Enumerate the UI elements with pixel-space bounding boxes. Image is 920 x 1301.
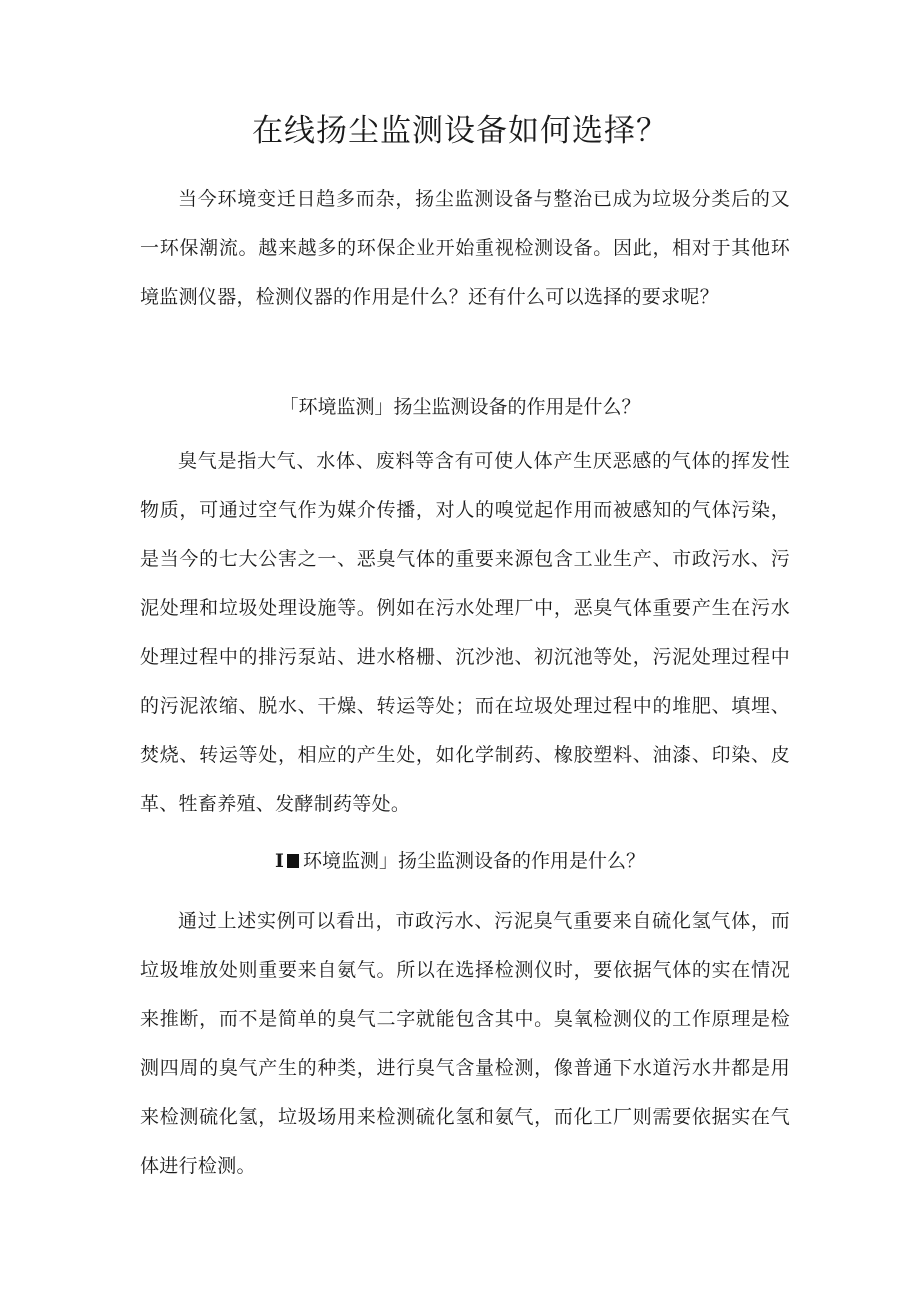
heading-prefix: I [275, 850, 284, 872]
section-heading-2-text: 环境监测」扬尘监测设备的作用是什么？ [302, 850, 645, 872]
section-1-paragraph: 臭气是指大气、水体、废料等含有可使人体产生厌恶感的气体的挥发性物质，可通过空气作为媒介传播，对人的嗅觉起作用而被感知的气体污染，是当今的七大公害之一、恶臭气体的重要来源包含工业生产、市政污水、污泥处理和垃圾处理设施等。例如在污水处理厂中，恶臭气体重要产生在污水处理过程中的排污泵站、进水格栅、沉沙池、初沉池等处，污泥处理过程中的污泥浓缩、脱水、干燥、转运等处；而在垃圾处理过程中的堆肥、填埋、焚烧、转运等处，相应的产生处，如化学制药、橡胶塑料、油漆、印染、皮革、牲畜养殖、发酵制药等处。 [140, 450, 790, 815]
section-heading-1: 「环境监测」扬尘监测设备的作用是什么？ [279, 396, 641, 418]
section-2-paragraph: 通过上述实例可以看出，市政污水、污泥臭气重要来自硫化氢气体，而垃圾堆放处则重要来自氨气。所以在选择检测仪时，要依据气体的实在情况来推断，而不是简单的臭气二字就能包含其中。臭氧检测仪的工作原理是检测四周的臭气产生的种类，进行臭气含量检测，像普通下水道污水井都是用来检测硫化氢，垃圾场用来检测硫化氢和氨气，而化工厂则需要依据实在气体进行检测。 [140, 910, 790, 1177]
document-title: 在线扬尘监测设备如何选择？ [252, 113, 668, 149]
black-square-icon [287, 854, 299, 868]
intro-paragraph: 当今环境变迁日趋多而杂，扬尘监测设备与整治已成为垃圾分类后的又一环保潮流。越来越多的环保企业开始重视检测设备。因此，相对于其他环境监测仪器，检测仪器的作用是什么？还有什么可以选择的要求呢？ [140, 188, 790, 308]
section-heading-2 [0, 846, 920, 876]
